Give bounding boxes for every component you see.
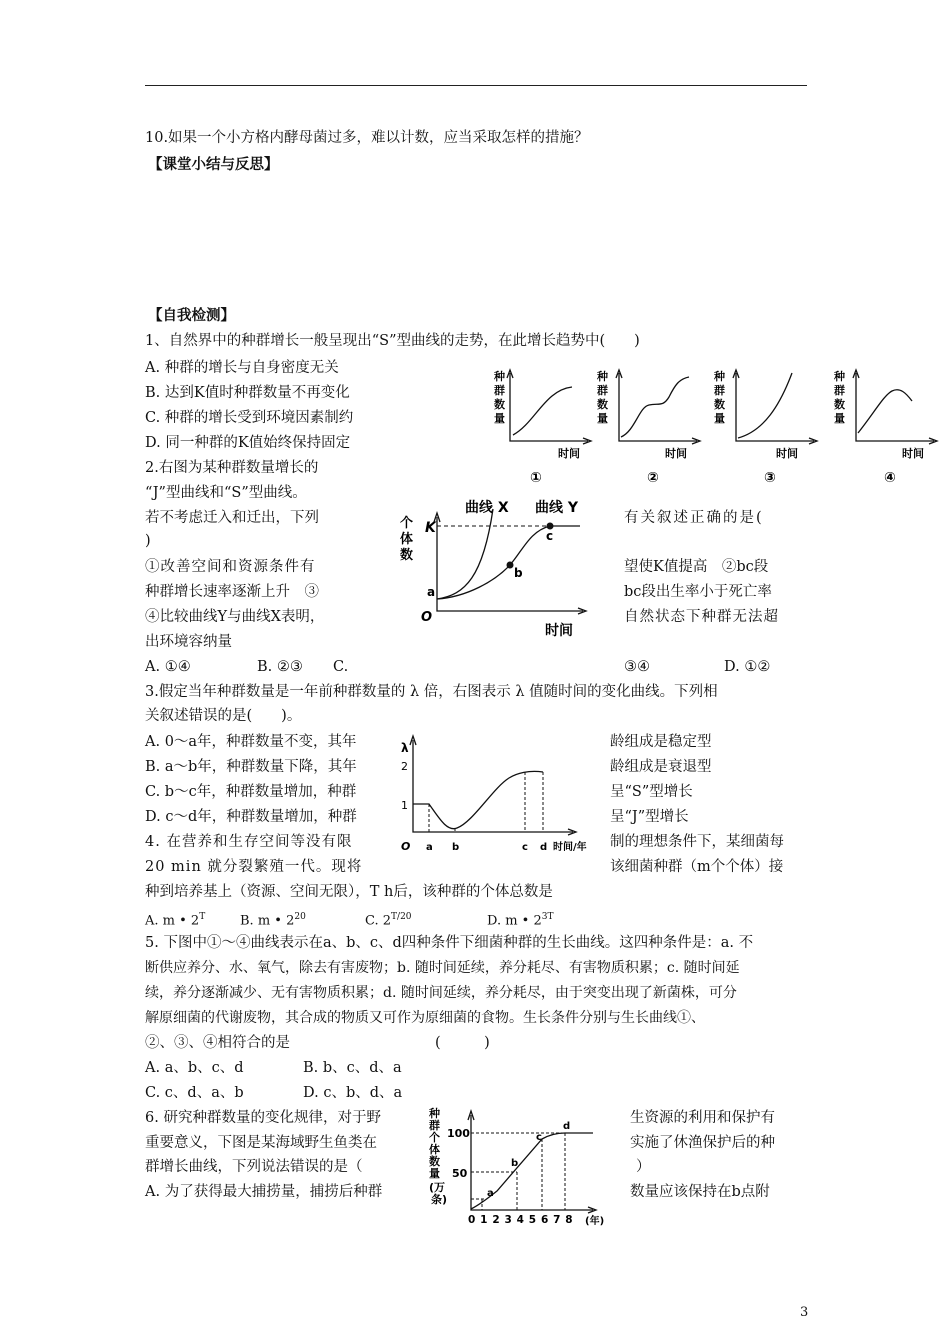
q5-option-d: D. c、b、d、a [303,1085,403,1101]
q6-line4a: A. 为了获得最大捕捞量，捕捞后种群 [145,1184,383,1200]
q6-line4b: 数量应该保持在b点附 [630,1184,770,1200]
q6-xunit: (年) [585,1216,605,1227]
curve-x-label: 曲线 X [465,500,509,516]
origin-label: O [421,610,433,625]
svg-text:O: O [401,840,411,853]
svg-text:个: 个 [429,1131,440,1144]
svg-text:a: a [426,842,433,853]
point-a: a [427,585,436,599]
svg-text:群: 群 [429,1119,440,1132]
q2-option-d: D. ①② [724,659,771,675]
svg-text:量: 量 [834,412,845,425]
svg-text:群: 群 [494,384,505,397]
svg-text:2: 2 [401,760,408,773]
graph1-label: ① [530,470,542,486]
lambda-label: λ [401,741,409,755]
svg-text:群: 群 [597,384,608,397]
q3-option-a1: A. 0～a年，种群数量不变，其年 [145,734,357,750]
svg-text:数: 数 [494,398,505,411]
question-10: 10.如果一个小方格内酵母菌过多，难以计数，应当采取怎样的措施？ [145,130,589,146]
svg-text:数: 数 [400,548,414,563]
graph3-label: ③ [764,470,776,486]
q4-option-c: C. $2^{T/20}$ [365,912,412,929]
q2-line8: 出环境容纳量 [145,634,232,650]
svg-text:(万: (万 [429,1181,446,1194]
header-rule [145,85,807,86]
q4-line1b: 制的理想条件下，某细菌每 [610,834,784,850]
svg-text:数: 数 [597,398,608,411]
q3-option-b1: B. a～b年，种群数量下降，其年 [145,759,357,775]
q3-option-a2: 龄组成是稳定型 [610,734,712,750]
q5-line2: 断供应养分、水、氧气，除去有害废物；b. 随时间延续，养分耗尽、有害物质积累；c. 随时间延 [145,960,740,976]
q2-line2: “J”型曲线和“S”型曲线。 [145,485,307,501]
point-c: c [546,529,554,543]
svg-text:数: 数 [429,1155,440,1168]
page-number: 3 [800,1305,809,1320]
svg-text:1: 1 [401,799,408,812]
q6-line3b: ） [636,1159,651,1175]
q6-line2b: 实施了休渔保护后的种 [630,1135,775,1151]
q1-graph-2 [596,369,700,486]
q4-line1a: 4. 在营养和生存空间等没有限 [145,834,353,850]
svg-text:时间: 时间 [902,447,924,460]
q5-option-b: B. b、c、d、a [303,1060,402,1076]
q3-option-d2: 呈“J”型增长 [610,809,689,825]
x-axis-label: 时间 [545,623,573,639]
point-b: b [514,566,523,580]
q2-line3b: 有关叙述正确的是( [624,510,764,526]
q6-xticks: 0 1 2 3 4 5 6 7 8 [468,1214,574,1226]
q1-graph-3 [713,369,817,486]
q1-option-d: D. 同一种群的K值始终保持固定 [145,435,351,451]
q4-line3: 种到培养基上（资源、空间无限），T h后，该种群的个体总数是 [145,884,553,900]
q2-line5a: ①改善空间和资源条件有 [145,559,316,575]
q2-line7a: ④比较曲线Y与曲线X表明， [145,609,325,625]
q2-line3a: 若不考虑迁入和迁出，下列 [145,510,319,526]
q4-option-b: B. m • $2^{20}$ [240,912,306,929]
q3-figure [393,728,608,863]
q5-line4: 解原细菌的代谢废物，其合成的物质又可作为原细菌的食物。生长条件分别与生长曲线①、 [145,1010,705,1026]
self-test-heading: 【自我检测】 [148,308,235,324]
q5-option-c: C. c、d、a、b [145,1085,244,1101]
svg-text:100: 100 [447,1127,470,1140]
graph2-label: ② [647,470,659,486]
graph1-ylabel: 种 [494,370,505,383]
q5-line3: 续，养分逐渐减少、无有害物质积累；d. 随时间延续，养分耗尽，由于突变出现了新菌株，可分 [145,985,737,1001]
svg-text:量: 量 [429,1167,440,1180]
q1-option-a: A. 种群的增长与自身密度无关 [145,360,339,376]
q6-ylabel [428,1106,447,1206]
q1-graph-4 [833,369,937,486]
q2-line4: ) [145,533,151,549]
svg-text:c: c [522,842,528,853]
svg-text:c: c [536,1132,542,1143]
time-year-label: 时间/年 [553,842,587,853]
svg-text:群: 群 [714,384,725,397]
q5-line1: 5. 下图中①～④曲线表示在a、b、c、d四种条件下细菌种群的生长曲线。这四种条件是：a. 不 [145,935,754,951]
q2-line1: 2.右图为某种群数量增长的 [145,460,319,476]
svg-text:条): 条) [431,1193,448,1206]
svg-text:种: 种 [597,370,608,383]
q2-option-b: B. ②③ [257,659,303,675]
q4-option-a: A. m • $2^T$ [145,912,206,929]
q6-line2a: 重要意义，下图是某海域野生鱼类在 [145,1135,377,1151]
svg-text:体: 体 [400,532,414,547]
q6-line1b: 生资源的利用和保护有 [630,1110,775,1126]
svg-text:时间: 时间 [776,447,798,460]
q3-line1: 3.假定当年种群数量是一年前种群数量的 λ 倍，右图表示 λ 值随时间的变化曲线。下列相 [145,684,718,700]
q2-line6b: bc段出生率小于死亡率 [624,584,772,600]
q3-option-c2: 呈“S”型增长 [610,784,693,800]
q2-line5b: 望使K值提高 ②bc段 [624,559,769,575]
svg-text:个: 个 [400,516,414,531]
q1-option-b: B. 达到K值时种群数量不再变化 [145,385,350,401]
graph1-xlabel: 时间 [558,447,580,460]
svg-text:种: 种 [429,1107,440,1120]
q3-line2: 关叙述错误的是( )。 [145,708,302,724]
q1-stem: 1、自然界中的种群增长一般呈现出“S”型曲线的走势，在此增长趋势中( ) [145,333,640,349]
curve-y-label: 曲线 Y [535,500,579,516]
q5-line5: ②、③、④相符合的是 ( ) [145,1035,490,1051]
svg-text:50: 50 [452,1167,468,1180]
svg-text:量: 量 [494,412,505,425]
q2-line7b: 自然状态下种群无法超 [624,609,779,625]
k-label: K [425,520,436,536]
graph4-label: ④ [884,470,896,486]
svg-text:b: b [452,842,460,853]
svg-text:量: 量 [714,412,725,425]
svg-text:群: 群 [834,384,845,397]
svg-text:d: d [540,842,548,853]
summary-heading: 【课堂小结与反思】 [148,157,279,173]
q1-figure [480,365,950,490]
q6-line3a: 群增长曲线，下列说法错误的是（ [145,1159,363,1175]
svg-text:d: d [563,1121,571,1132]
svg-text:数: 数 [834,398,845,411]
svg-text:a: a [487,1188,494,1199]
svg-text:种: 种 [834,370,845,383]
q2-option-a: A. ①④ [145,659,191,675]
q4-option-d: D. m • $2^{3T}$ [487,912,554,929]
q4-line2b: 该细菌种群（m个个体）接 [610,859,784,875]
q1-option-c: C. 种群的增长受到环境因素制约 [145,410,354,426]
svg-text:数: 数 [714,398,725,411]
q2-option-c-cont: ③④ [624,659,650,675]
svg-text:b: b [511,1158,519,1169]
svg-text:种: 种 [714,370,725,383]
q6-line1a: 6. 研究种群数量的变化规律，对于野 [145,1110,381,1126]
q3-option-b2: 龄组成是衰退型 [610,759,712,775]
q4-line2a: 20 min 就分裂繁殖一代。现将 [145,859,363,875]
svg-text:体: 体 [429,1143,440,1156]
svg-text:量: 量 [597,412,608,425]
q1-graph-1 [493,369,591,486]
q3-option-c1: C. b～c年，种群数量增加，种群 [145,784,357,800]
q2-line6a: 种群增长速率逐渐上升 ③ [145,584,319,600]
q2-figure [395,495,605,645]
q5-option-a: A. a、b、c、d [145,1060,244,1076]
q6-figure [425,1105,620,1233]
svg-text:时间: 时间 [665,447,687,460]
q2-option-c: C. [333,659,349,675]
q3-option-d1: D. c～d年，种群数量增加，种群 [145,809,357,825]
